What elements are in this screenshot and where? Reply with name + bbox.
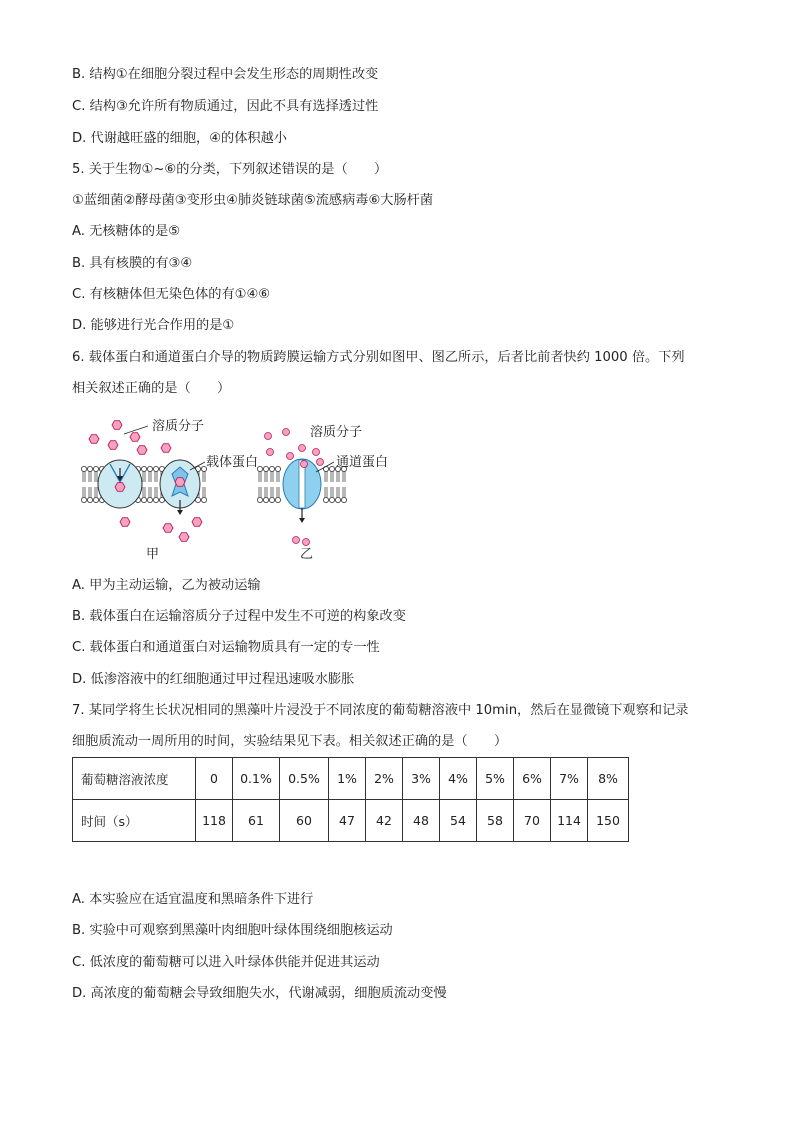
q5-option-b: B. 具有核膜的有③④ <box>72 256 193 271</box>
table-cell: 6% <box>514 758 551 800</box>
table-cell: 54 <box>440 800 477 842</box>
table-cell: 8% <box>588 758 629 800</box>
glucose-data-table <box>72 757 629 842</box>
q6-stem-line1: 6. 载体蛋白和通道蛋白介导的物质跨膜运输方式分别如图甲、图乙所示，后者比前者快约 1000 倍。下列 <box>72 350 685 365</box>
q6-option-c: C. 载体蛋白和通道蛋白对运输物质具有一定的专一性 <box>72 640 380 655</box>
table-cell: 7% <box>551 758 588 800</box>
q5-option-d: D. 能够进行光合作用的是① <box>72 318 235 333</box>
table-cell: 4% <box>440 758 477 800</box>
q7-option-c: C. 低浓度的葡萄糖可以进入叶绿体供能并促进其运动 <box>72 955 380 970</box>
label-solute-b: 溶质分子 <box>310 425 363 440</box>
q7-option-a: A. 本实验应在适宜温度和黑暗条件下进行 <box>72 892 314 907</box>
table-cell: 118 <box>196 800 233 842</box>
q6-option-b: B. 载体蛋白在运输溶质分子过程中发生不可逆的构象改变 <box>72 609 406 624</box>
table-header-time: 时间（s） <box>73 800 196 842</box>
table-cell: 70 <box>514 800 551 842</box>
channel-protein <box>283 459 321 523</box>
q6-option-a: A. 甲为主动运输，乙为被动运输 <box>72 578 261 593</box>
q7-option-d: D. 高浓度的葡萄糖会导致细胞失水，代谢减弱，细胞质流动变慢 <box>72 986 447 1001</box>
q7-stem-line2: 细胞质流动一周所用的时间，实验结果见下表。相关叙述正确的是（ ） <box>72 734 508 749</box>
table-row <box>73 800 629 842</box>
label-channel-protein: 通道蛋白 <box>336 455 389 470</box>
q4-option-b: B. 结构①在细胞分裂过程中会发生形态的周期性改变 <box>72 67 379 82</box>
table-cell: 1% <box>329 758 366 800</box>
table-cell: 0 <box>196 758 233 800</box>
table-cell: 47 <box>329 800 366 842</box>
table-cell: 48 <box>403 800 440 842</box>
table-cell: 3% <box>403 758 440 800</box>
table-cell: 2% <box>366 758 403 800</box>
table-cell: 150 <box>588 800 629 842</box>
q4-option-c: C. 结构③允许所有物质通过，因此不具有选择透过性 <box>72 99 379 114</box>
carrier-protein-1 <box>98 460 142 508</box>
q5-option-a: A. 无核糖体的是⑤ <box>72 224 181 239</box>
table-cell: 61 <box>233 800 280 842</box>
q7-option-b: B. 实验中可观察到黑藻叶肉细胞叶绿体围绕细胞核运动 <box>72 923 393 938</box>
table-cell: 0.1% <box>233 758 280 800</box>
q5-items: ①蓝细菌②酵母菌③变形虫④肺炎链球菌⑤流感病毒⑥大肠杆菌 <box>72 193 434 208</box>
table-cell: 5% <box>477 758 514 800</box>
q5-stem: 5. 关于生物①~⑥的分类，下列叙述错误的是（ ） <box>72 162 388 177</box>
membrane-transport-figure <box>80 412 410 562</box>
label-carrier-protein: 载体蛋白 <box>206 455 259 470</box>
q5-option-c: C. 有核糖体但无染色体的有①④⑥ <box>72 287 271 302</box>
table-cell: 42 <box>366 800 403 842</box>
table-row <box>73 758 629 800</box>
q7-stem-line1: 7. 某同学将生长状况相同的黑藻叶片浸没于不同浓度的葡萄糖溶液中 10min，然后在显微镜下观察和记录 <box>72 703 689 718</box>
table-cell: 0.5% <box>280 758 329 800</box>
label-yi: 乙 <box>300 547 314 562</box>
table-cell: 60 <box>280 800 329 842</box>
label-jia: 甲 <box>146 547 160 562</box>
table-cell: 58 <box>477 800 514 842</box>
label-solute-a: 溶质分子 <box>152 419 205 434</box>
table-cell: 114 <box>551 800 588 842</box>
table-header-concentration: 葡萄糖溶液浓度 <box>73 758 196 800</box>
q4-option-d: D. 代谢越旺盛的细胞，④的体积越小 <box>72 131 287 146</box>
q6-stem-line2: 相关叙述正确的是（ ） <box>72 381 231 396</box>
q6-option-d: D. 低渗溶液中的红细胞通过甲过程迅速吸水膨胀 <box>72 672 355 687</box>
